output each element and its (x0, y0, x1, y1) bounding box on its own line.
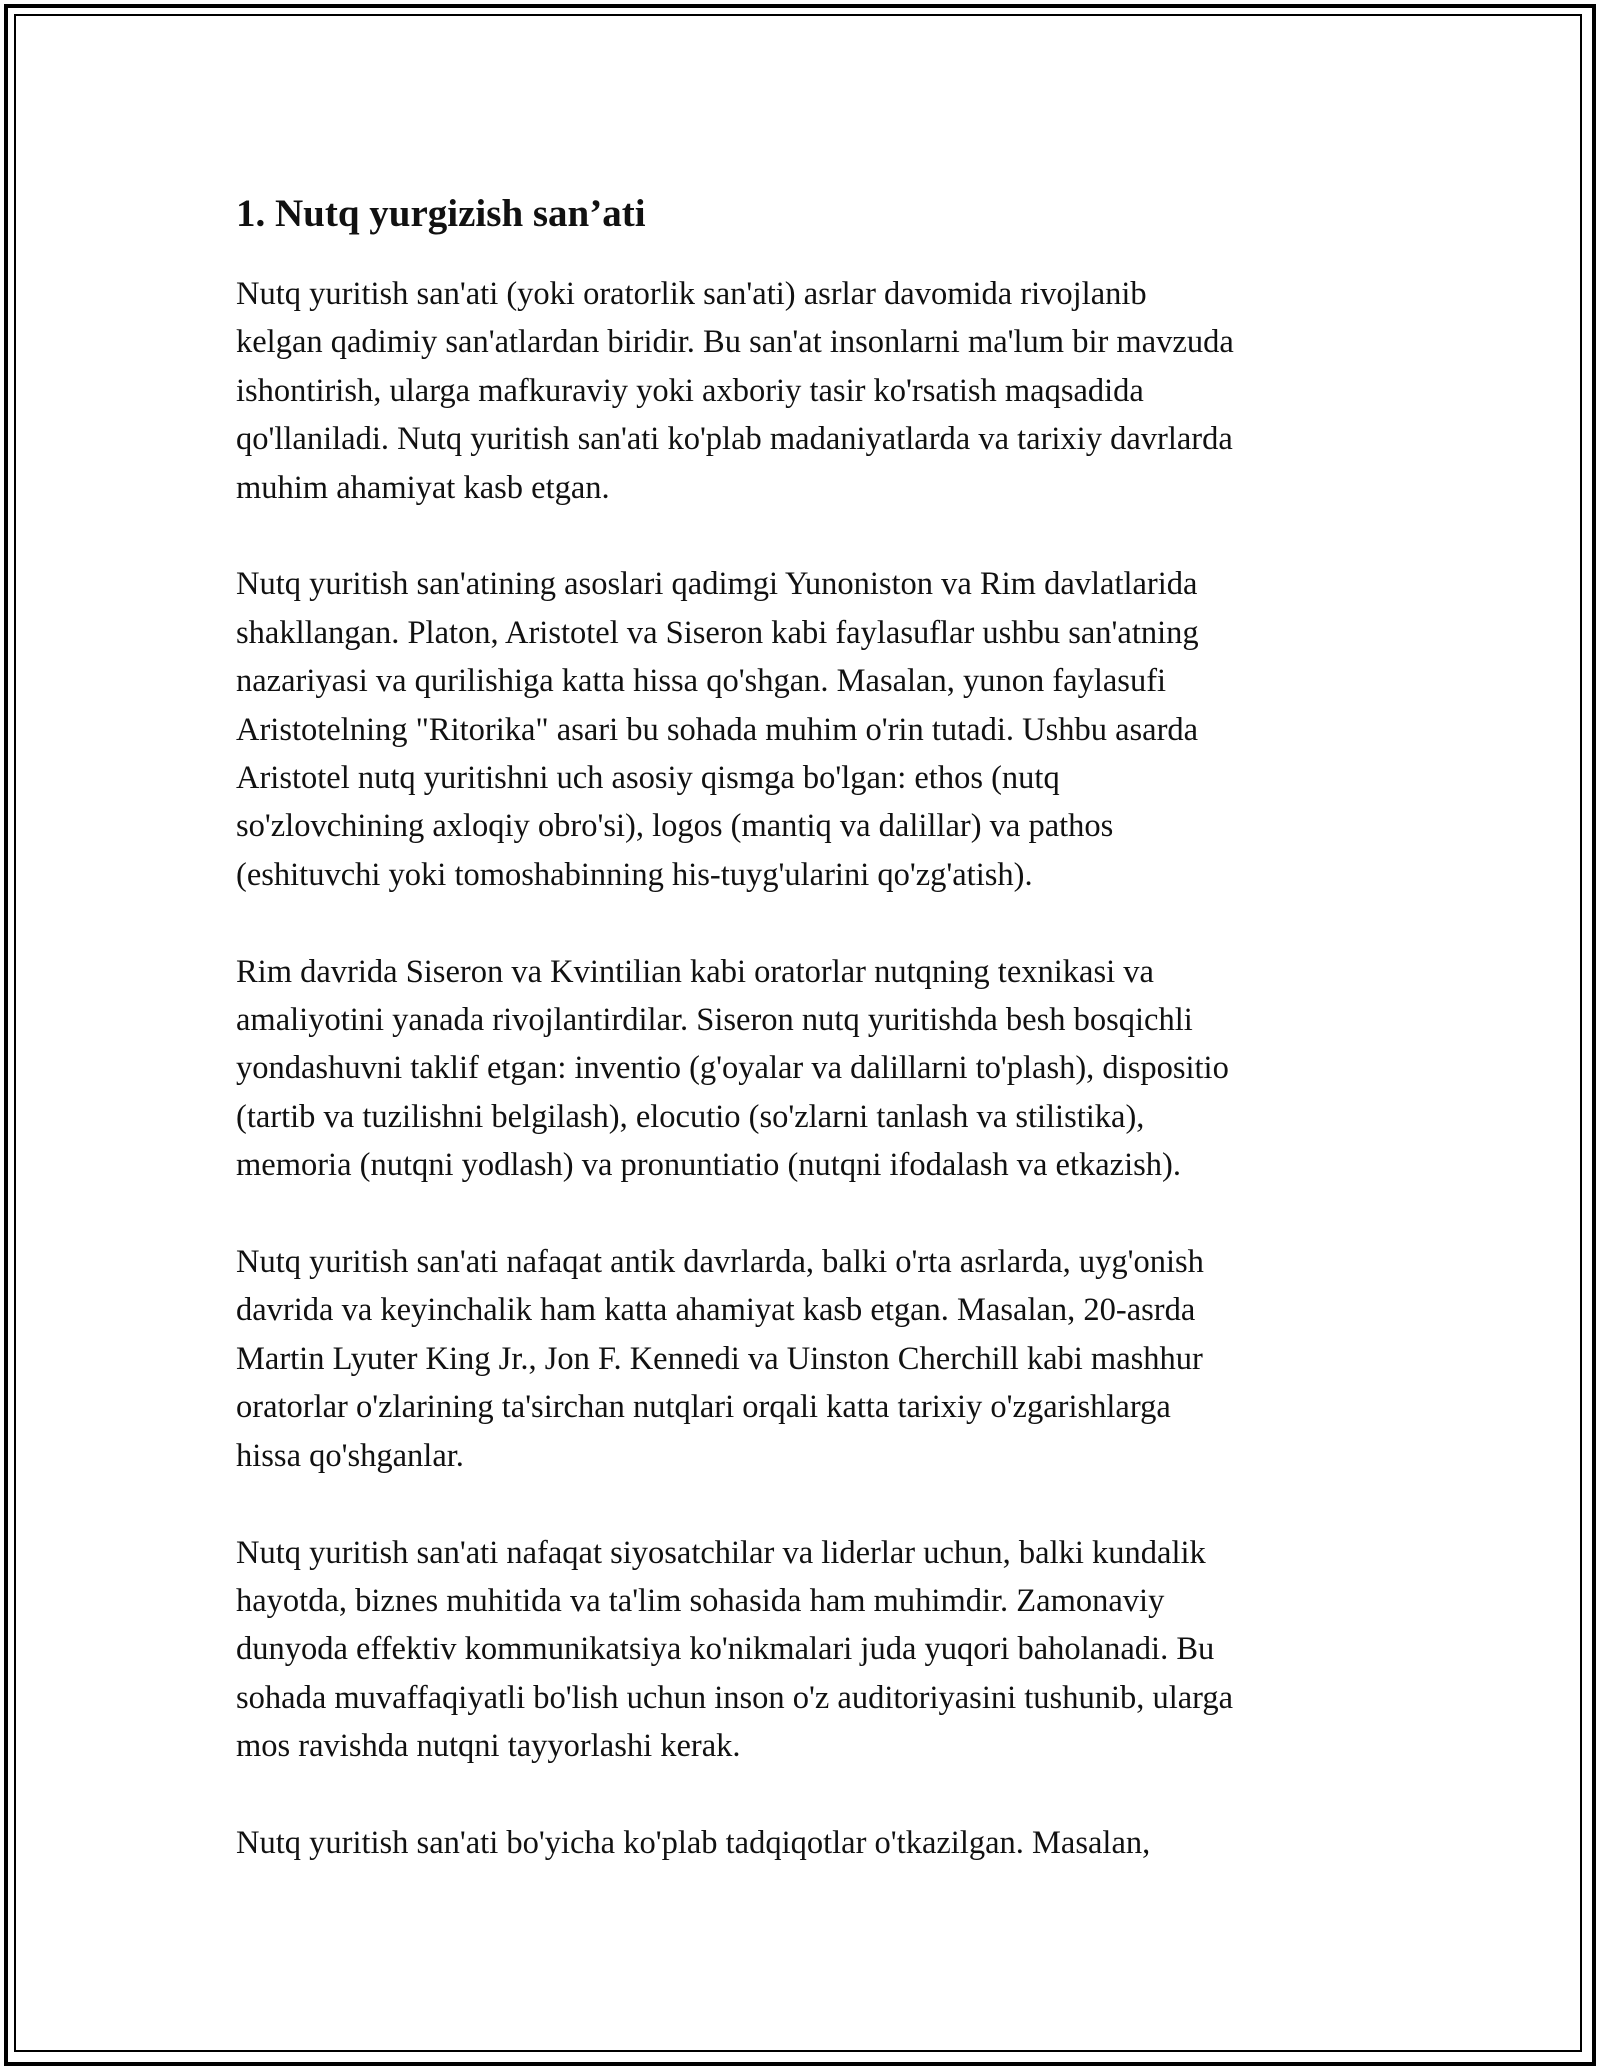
text-line: nazariyasi va qurilishiga katta hissa qo'shgan. Masalan, yunon faylasufi (236, 663, 1167, 700)
text-line: shakllangan. Platon, Aristotel va Siseron kabi faylasuflar ushbu san'atning (236, 614, 1199, 651)
text-line: kelgan qadimiy san'atlardan biridir. Bu san'at insonlarni ma'lum bir mavzuda (236, 324, 1234, 361)
text-line: davrida va keyinchalik ham katta ahamiyat kasb etgan. Masalan, 20-asrda (236, 1292, 1196, 1329)
text-line: sohada muvaffaqiyatli bo'lish uchun inson o'z auditoriyasini tushunib, ularga (236, 1679, 1234, 1716)
text-line: memoria (nutqni yodlash) va pronuntiatio (nutqni ifodalash va etkazish). (236, 1147, 1181, 1184)
text-line: muhim ahamiyat kasb etgan. (236, 469, 610, 506)
text-line: Nutq yuritish san'atining asoslari qadimgi Yunoniston va Rim davlatlarida (236, 566, 1198, 603)
paragraph-4 (236, 1238, 1366, 1480)
text-line: oratorlar o'zlarining ta'sirchan nutqlari orqali katta tarixiy o'zgarishlarga (236, 1389, 1171, 1426)
paragraph-5 (236, 1529, 1366, 1771)
text-line: (tartib va tuzilishni belgilash), elocutio (so'zlarni tanlash va stilistika), (236, 1098, 1145, 1135)
paragraph-6 (236, 1819, 1366, 1867)
text-line: (eshituvchi yoki tomoshabinning his-tuyg'ularini qo'zg'atish). (236, 856, 1033, 893)
text-line: so'zlovchining axloqiy obro'si), logos (mantiq va dalillar) va pathos (236, 808, 1114, 845)
document-body (236, 186, 1366, 1916)
paragraph-1 (236, 270, 1366, 512)
text-line: Martin Lyuter King Jr., Jon F. Kennedi va Uinston Cherchill kabi mashhur (236, 1340, 1203, 1377)
text-line: Rim davrida Siseron va Kvintilian kabi oratorlar nutqning texnikasi va (236, 953, 1154, 990)
text-line: hayotda, biznes muhitida va ta'lim sohasida ham muhimdir. Zamonaviy (236, 1582, 1165, 1619)
text-line: amaliyotini yanada rivojlantirdilar. Siseron nutq yuritishda besh bosqichli (236, 1002, 1193, 1039)
text-line: hissa qo'shganlar. (236, 1437, 464, 1474)
text-line: ishontirish, ularga mafkuraviy yoki axboriy tasir ko'rsatish maqsadida (236, 372, 1144, 409)
text-line: Nutq yuritish san'ati nafaqat antik davrlarda, balki o'rta asrlarda, uyg'onish (236, 1244, 1204, 1281)
text-line: qo'llaniladi. Nutq yuritish san'ati ko'plab madaniyatlarda va tarixiy davrlarda (236, 421, 1233, 458)
text-line: Nutq yuritish san'ati (yoki oratorlik san'ati) asrlar davomida rivojlanib (236, 276, 1147, 312)
text-line: Aristotel nutq yuritishni uch asosiy qismga bo'lgan: ethos (nutq (236, 760, 1060, 797)
text-line: Nutq yuritish san'ati bo'yicha ko'plab tadqiqotlar o'tkazilgan. Masalan, (236, 1824, 1151, 1861)
text-line: Nutq yuritish san'ati nafaqat siyosatchilar va liderlar uchun, balki kundalik (236, 1534, 1206, 1571)
paragraph-3 (236, 948, 1366, 1190)
text-line: Aristotelning "Ritorika" asari bu sohada muhim o'rin tutadi. Ushbu asarda (236, 711, 1199, 748)
text-line: yondashuvni taklif etgan: inventio (g'oyalar va dalillarni to'plash), dispositio (236, 1050, 1229, 1087)
section-heading: 1. Nutq yurgizish san’ati (236, 192, 646, 235)
text-line: dunyoda effektiv kommunikatsiya ko'nikmalari juda yuqori baholanadi. Bu (236, 1631, 1215, 1668)
text-line: mos ravishda nutqni tayyorlashi kerak. (236, 1728, 741, 1765)
paragraph-2 (236, 560, 1366, 899)
